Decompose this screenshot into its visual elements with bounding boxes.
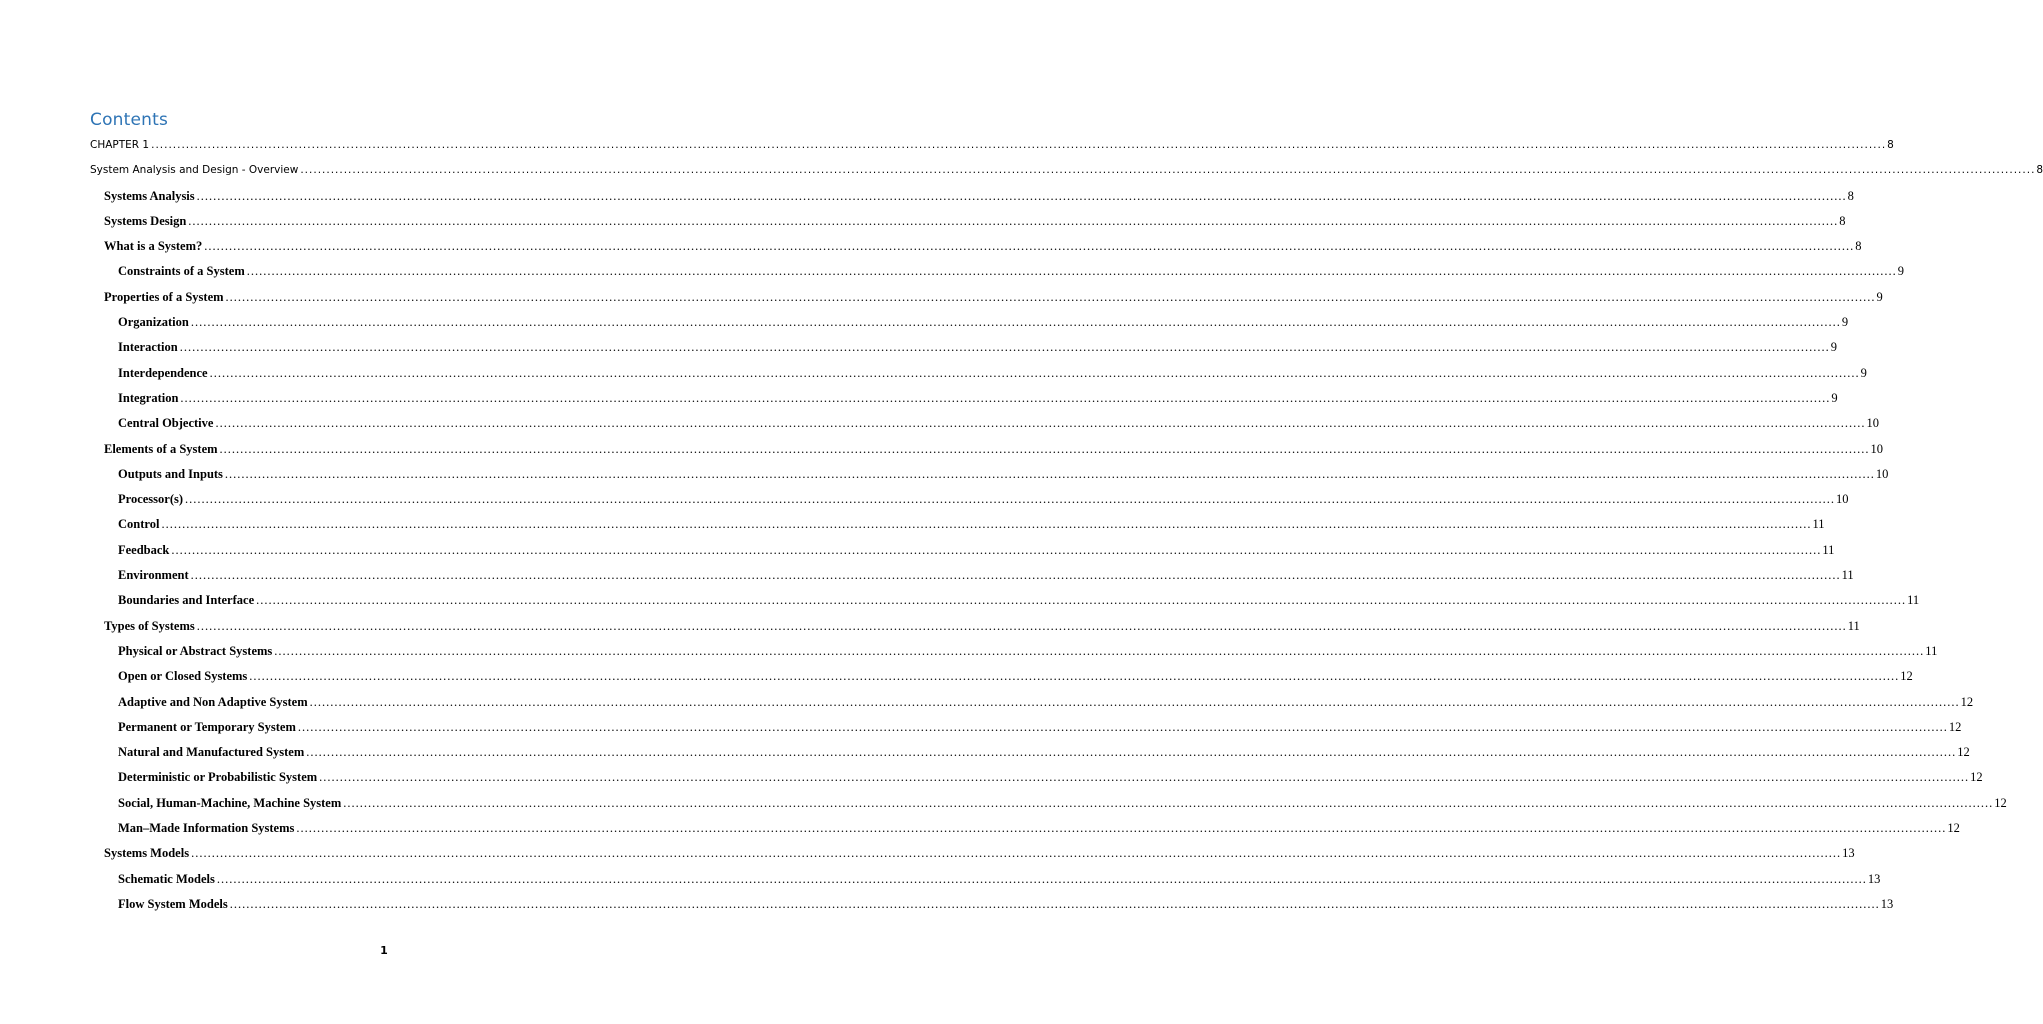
toc-entry[interactable]	[90, 335, 1837, 360]
toc-entry[interactable]	[90, 512, 1825, 537]
toc-entry-title: Feedback	[118, 542, 170, 557]
dot-leader: ................................................................................................................................................................................................................................................................................................................................................................................................................	[309, 694, 1960, 709]
dot-leader: ................................................................................................................................................................................................................................................................................................................................................................................................................	[180, 390, 1831, 405]
toc-entry-title: Natural and Manufactured System	[118, 745, 305, 760]
toc-entry-page: 11	[1907, 593, 1920, 608]
toc-entry-title: Environment	[118, 568, 189, 583]
toc-entry-page: 12	[1947, 821, 1960, 836]
toc-entry-title: Systems Models	[104, 846, 190, 861]
toc-entry-title: Social, Human-Machine, Machine System	[118, 795, 342, 810]
toc-entry-title: Control	[118, 517, 160, 532]
toc-entry[interactable]	[90, 816, 1960, 841]
toc-entry-page: 11	[1841, 568, 1854, 583]
toc-entry[interactable]	[90, 487, 1849, 512]
toc-entry[interactable]	[90, 765, 1983, 790]
toc-entry-page: 9	[1876, 289, 1883, 304]
toc-entry-title: Outputs and Inputs	[118, 466, 223, 481]
page-number: 1	[380, 944, 388, 957]
toc-entry-page: 10	[1875, 466, 1889, 481]
toc-entry-title: Boundaries and Interface	[118, 593, 255, 608]
dot-leader: ................................................................................................................................................................................................................................................................................................................................................................................................................	[319, 770, 1970, 785]
toc-entry-page: 8	[1855, 239, 1862, 254]
toc-entry[interactable]	[90, 664, 1913, 689]
toc-entry[interactable]	[90, 437, 1884, 462]
toc-entry-title: System Analysis and Design - Overview	[90, 164, 299, 177]
toc-entry-page: 8	[2036, 164, 2043, 177]
toc-entry-page: 13	[1867, 871, 1881, 886]
toc-entry[interactable]	[90, 563, 1854, 588]
dot-leader: ................................................................................................................................................................................................................................................................................................................................................................................................................	[256, 593, 1907, 608]
toc-entry[interactable]	[90, 411, 1879, 436]
toc-entry[interactable]	[90, 892, 1894, 917]
toc-entry-title: Types of Systems	[104, 618, 195, 633]
toc-entry-title: Deterministic or Probabilistic System	[118, 770, 318, 785]
toc-entry[interactable]	[90, 841, 1855, 866]
dot-leader: ................................................................................................................................................................................................................................................................................................................................................................................................................	[225, 289, 1876, 304]
dot-leader: ................................................................................................................................................................................................................................................................................................................................................................................................................	[196, 188, 1847, 203]
toc-entry-title: Schematic Models	[118, 871, 215, 886]
toc-entry-page: 9	[1897, 264, 1904, 279]
toc-entry-page: 12	[1957, 745, 1970, 760]
toc-entry[interactable]	[90, 209, 1846, 234]
toc-entry-title: Interaction	[118, 340, 178, 355]
toc-entry-title: Processor(s)	[118, 492, 184, 507]
toc-entry-page: 12	[1948, 719, 1962, 734]
toc-entry[interactable]	[90, 715, 1962, 740]
toc-entry-page: 12	[1970, 770, 1983, 785]
dot-leader: ................................................................................................................................................................................................................................................................................................................................................................................................................	[196, 618, 1847, 633]
toc-entry-page: 9	[1830, 340, 1837, 355]
dot-leader: ................................................................................................................................................................................................................................................................................................................................................................................................................	[191, 846, 1842, 861]
dot-leader: ................................................................................................................................................................................................................................................................................................................................................................................................................	[151, 139, 1887, 151]
toc-entry[interactable]	[90, 386, 1838, 411]
dot-leader: ................................................................................................................................................................................................................................................................................................................................................................................................................	[190, 568, 1841, 583]
toc-entry-title: Man–Made Information Systems	[118, 821, 295, 836]
dot-leader: ................................................................................................................................................................................................................................................................................................................................................................................................................	[216, 871, 1867, 886]
dot-leader: ................................................................................................................................................................................................................................................................................................................................................................................................................	[297, 719, 1948, 734]
toc-entry[interactable]	[90, 184, 1854, 209]
toc-entry-title: Properties of a System	[104, 289, 224, 304]
table-of-contents	[90, 133, 2043, 917]
toc-entry-page: 12	[1960, 694, 1974, 709]
dot-leader: ................................................................................................................................................................................................................................................................................................................................................................................................................	[274, 643, 1925, 658]
dot-leader: ................................................................................................................................................................................................................................................................................................................................................................................................................	[246, 264, 1897, 279]
toc-entry-page: 9	[1860, 365, 1867, 380]
toc-entry-title: Organization	[118, 315, 189, 330]
dot-leader: ................................................................................................................................................................................................................................................................................................................................................................................................................	[343, 795, 1994, 810]
toc-entry[interactable]	[90, 690, 1974, 715]
toc-entry-page: 12	[1994, 795, 2007, 810]
toc-entry-title: Elements of a System	[104, 441, 218, 456]
dot-leader: ................................................................................................................................................................................................................................................................................................................................................................................................................	[188, 213, 1839, 228]
toc-entry-page: 8	[1847, 188, 1854, 203]
toc-entry[interactable]	[90, 740, 1970, 765]
dot-leader: ................................................................................................................................................................................................................................................................................................................................................................................................................	[296, 821, 1947, 836]
toc-entry-title: What is a System?	[104, 239, 203, 254]
toc-entry-page: 12	[1900, 669, 1913, 684]
toc-entry-page: 9	[1841, 315, 1849, 330]
toc-entry-title: Flow System Models	[118, 896, 228, 911]
toc-entry[interactable]	[90, 158, 2043, 183]
toc-entry-page: 8	[1887, 139, 1894, 151]
toc-entry-page: 9	[1831, 390, 1838, 405]
dot-leader: ................................................................................................................................................................................................................................................................................................................................................................................................................	[161, 517, 1812, 532]
toc-entry-title: Constraints of a System	[118, 264, 245, 279]
toc-entry-page: 10	[1870, 441, 1884, 456]
toc-entry[interactable]	[90, 538, 1835, 563]
toc-entry-page: 11	[1812, 517, 1825, 532]
toc-entry-page: 13	[1880, 896, 1894, 911]
toc-entry-title: Systems Analysis	[104, 188, 195, 203]
toc-entry-title: Adaptive and Non Adaptive System	[118, 694, 308, 709]
dot-leader: ................................................................................................................................................................................................................................................................................................................................................................................................................	[209, 365, 1860, 380]
toc-entry-page: 13	[1842, 846, 1855, 861]
toc-entry[interactable]	[90, 462, 1889, 487]
toc-entry-title: Physical or Abstract Systems	[118, 643, 273, 658]
dot-leader: ................................................................................................................................................................................................................................................................................................................................................................................................................	[179, 340, 1830, 355]
dot-leader: ................................................................................................................................................................................................................................................................................................................................................................................................................	[224, 466, 1875, 481]
toc-entry[interactable]	[90, 639, 1938, 664]
dot-leader: ................................................................................................................................................................................................................................................................................................................................................................................................................	[306, 745, 1957, 760]
dot-leader: ................................................................................................................................................................................................................................................................................................................................................................................................................	[300, 164, 2036, 177]
toc-entry-page: 10	[1866, 416, 1879, 431]
dot-leader: ................................................................................................................................................................................................................................................................................................................................................................................................................	[190, 315, 1841, 330]
toc-entry-page: 11	[1822, 542, 1835, 557]
dot-leader: ................................................................................................................................................................................................................................................................................................................................................................................................................	[249, 669, 1900, 684]
dot-leader: ................................................................................................................................................................................................................................................................................................................................................................................................................	[219, 441, 1870, 456]
toc-entry-title: Systems Design	[104, 213, 187, 228]
dot-leader: ................................................................................................................................................................................................................................................................................................................................................................................................................	[215, 416, 1866, 431]
toc-entry[interactable]	[90, 361, 1867, 386]
toc-entry-page: 8	[1839, 213, 1846, 228]
toc-entry[interactable]	[90, 285, 1883, 310]
toc-entry-title: Open or Closed Systems	[118, 669, 248, 684]
dot-leader: ................................................................................................................................................................................................................................................................................................................................................................................................................	[229, 896, 1880, 911]
page-title: Contents	[90, 110, 169, 130]
toc-entry[interactable]	[90, 133, 1894, 158]
toc-entry-title: CHAPTER 1	[90, 139, 150, 151]
toc-entry[interactable]	[90, 234, 1862, 259]
dot-leader: ................................................................................................................................................................................................................................................................................................................................................................................................................	[204, 239, 1855, 254]
toc-entry[interactable]	[90, 867, 1881, 892]
toc-entry[interactable]	[90, 259, 1904, 284]
dot-leader: ................................................................................................................................................................................................................................................................................................................................................................................................................	[171, 542, 1822, 557]
dot-leader: ................................................................................................................................................................................................................................................................................................................................................................................................................	[185, 492, 1836, 507]
toc-entry[interactable]	[90, 791, 2007, 816]
toc-entry-page: 11	[1847, 618, 1860, 633]
toc-entry[interactable]	[90, 614, 1860, 639]
toc-entry[interactable]	[90, 588, 1920, 613]
toc-entry[interactable]	[90, 310, 1849, 335]
toc-entry-title: Interdependence	[118, 365, 208, 380]
toc-entry-title: Central Objective	[118, 416, 214, 431]
toc-entry-title: Permanent or Temporary System	[118, 719, 296, 734]
toc-entry-page: 11	[1925, 643, 1938, 658]
toc-entry-page: 10	[1836, 492, 1849, 507]
toc-entry-title: Integration	[118, 390, 179, 405]
